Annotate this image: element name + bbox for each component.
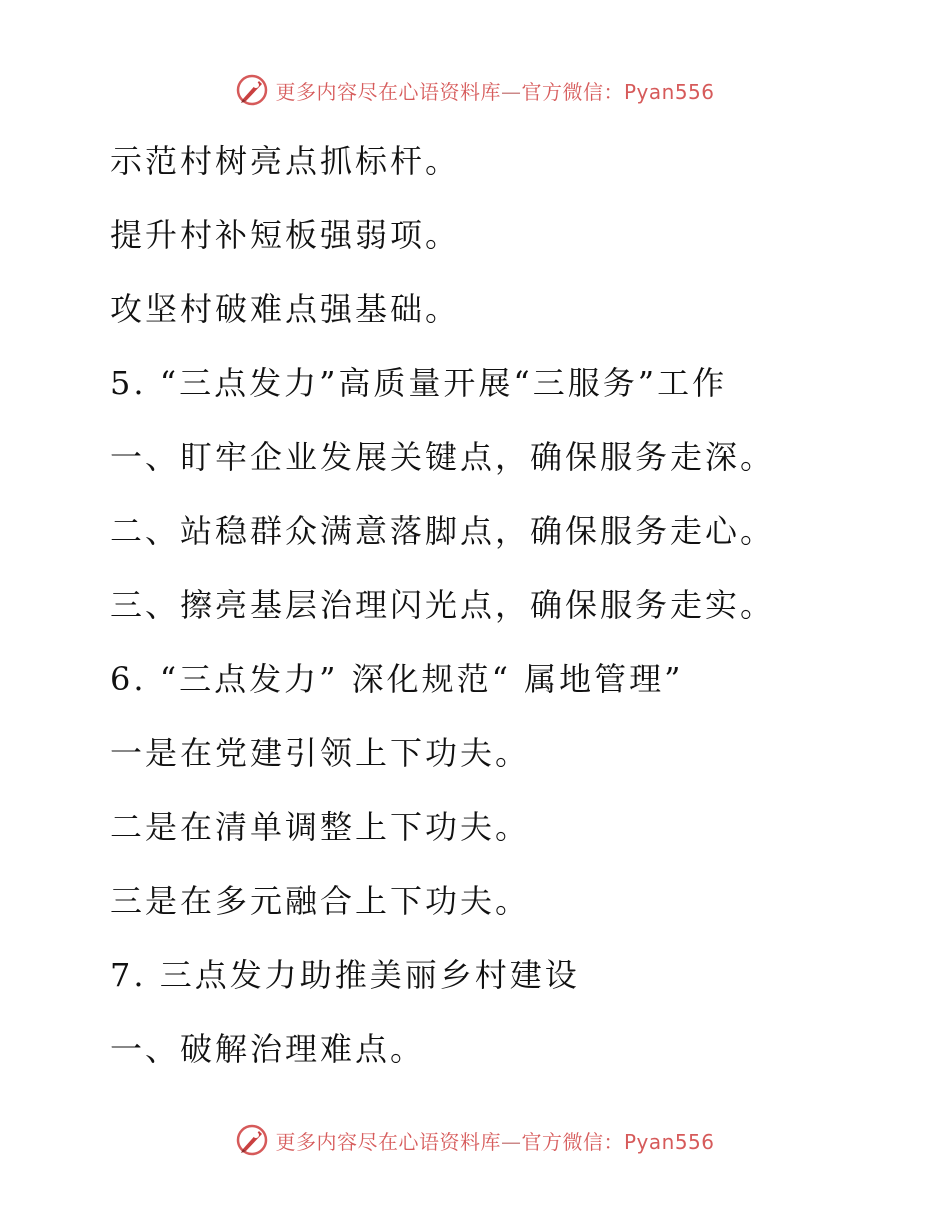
text-line: 一、破解治理难点。 bbox=[110, 1030, 426, 1068]
text-line: 攻坚村破难点强基础。 bbox=[110, 290, 461, 328]
text-line: 提升村补短板强弱项。 bbox=[110, 216, 461, 254]
pen-logo-icon bbox=[235, 1123, 269, 1157]
text-line: 二是在清单调整上下功夫。 bbox=[110, 808, 531, 846]
text-line: 示范村树亮点抓标杆。 bbox=[110, 142, 461, 180]
section-heading-7: 7. 三点发力助推美丽乡村建设 bbox=[110, 956, 580, 994]
footer-watermark bbox=[0, 1120, 950, 1160]
text-line: 三、擦亮基层治理闪光点，确保服务走实。 bbox=[110, 586, 776, 624]
text-line: 一是在党建引领上下功夫。 bbox=[110, 734, 531, 772]
text-line: 一、盯牢企业发展关键点，确保服务走深。 bbox=[110, 438, 776, 476]
watermark-site: 更多内容尽在心语资料库 bbox=[275, 79, 501, 104]
watermark-text bbox=[275, 1126, 714, 1155]
watermark-separator: — bbox=[500, 1129, 522, 1154]
watermark-wechat-id: Pyan556 bbox=[623, 79, 715, 104]
watermark-wechat-id: Pyan556 bbox=[623, 1129, 715, 1154]
document-body bbox=[110, 124, 890, 1086]
section-heading-6: 6. “三点发力” 深化规范“ 属地管理” bbox=[110, 660, 684, 698]
header-watermark bbox=[0, 70, 950, 110]
watermark-text bbox=[275, 76, 714, 105]
section-heading-5: 5. “三点发力”高质量开展“三服务”工作 bbox=[110, 364, 728, 402]
text-line: 二、站稳群众满意落脚点，确保服务走心。 bbox=[110, 512, 776, 550]
watermark-site: 更多内容尽在心语资料库 bbox=[275, 1129, 501, 1154]
watermark-separator: — bbox=[500, 79, 522, 104]
text-line: 三是在多元融合上下功夫。 bbox=[110, 882, 531, 920]
pen-logo-icon bbox=[235, 73, 269, 107]
watermark-official: 官方微信： bbox=[521, 79, 624, 104]
watermark-official: 官方微信： bbox=[521, 1129, 624, 1154]
